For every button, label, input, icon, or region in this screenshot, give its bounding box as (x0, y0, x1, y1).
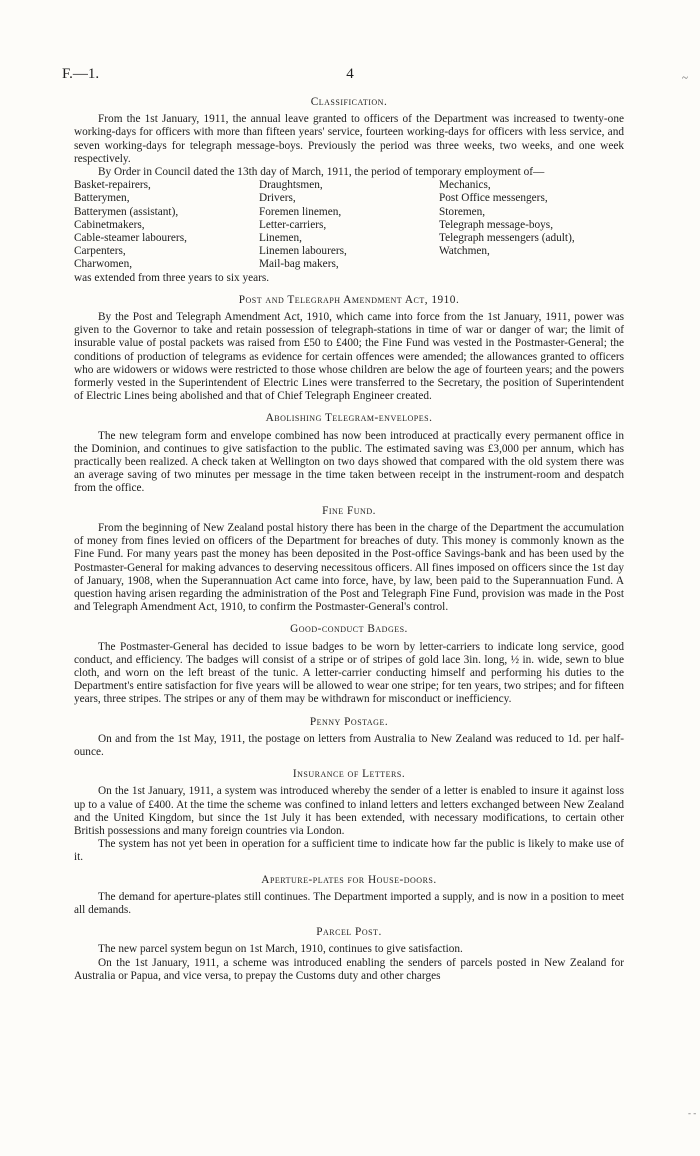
paragraph: The demand for aperture-plates still continues. The Department imported a supply, and is now in a position to meet all demands. (74, 890, 624, 916)
paragraph: The system has not yet been in operation for a sufficient time to indicate how far the public is likely to make use of it. (74, 838, 624, 864)
paragraph: By the Post and Telegraph Amendment Act, 1910, which came into force from the 1st January, 1911, power was given to the Governor to take and retain possession of telegraph-stations in time of war or danger of war; the limit of insurable value of postal packets was raised from £50 to £400; the Fine Fund was vested in the Postmaster-General; the conditions of production of telegrams as evidence for certain offences were amended; the allowances granted to officers who are widowers or widows were restricted to those whose children are below the age of fourteen years; and the powers formerly vested in the Superintendent of Electric Lines were transferred to the Secretary, the position of Superintendent of Electric Lines being abolished and that of Chief Telegraph Engineer created. (74, 311, 624, 403)
document-body (74, 96, 624, 983)
occupation-item: Mail-bag makers, (259, 258, 339, 271)
occupation-item: Carpenters, (74, 245, 126, 258)
section-heading-amendment-act: Post and Telegraph Amendment Act, 1910. (238, 293, 460, 306)
paragraph: On the 1st January, 1911, a system was introduced whereby the sender of a letter is enabled to insure it against loss up to a value of £400. At the time the scheme was confined to inland letters and letters exchanged between New Zealand and the United Kingdom, but since the 1st July it has been extended, with necessary modifications, to certain other British possessions and many foreign countries via London. (74, 785, 624, 837)
section-heading-penny-postage: Penny Postage. (309, 715, 389, 728)
occupation-item: Telegraph messengers (adult), (439, 232, 575, 245)
section-heading-aperture-plates: Aperture-plates for House-doors. (261, 873, 437, 886)
section-heading-insurance-of-letters: Insurance of Letters. (292, 768, 406, 781)
page-number: 4 (346, 66, 354, 82)
occupation-item: Cable-steamer labourers, (74, 232, 187, 245)
occupation-item: Storemen, (439, 205, 486, 218)
occupations-list (74, 179, 624, 271)
occupation-item: Telegraph message-boys, (439, 218, 554, 231)
margin-mark-bottom: - - (688, 1108, 697, 1118)
occupation-item: Draughtsmen, (259, 179, 323, 192)
section-heading-good-conduct-badges: Good-conduct Badges. (290, 623, 408, 636)
paragraph: was extended from three years to six years. (74, 271, 270, 284)
occupation-item: Foremen linemen, (259, 205, 342, 218)
margin-mark-top: ~ (682, 72, 688, 84)
occupation-item: Post Office messengers, (439, 192, 548, 205)
occupation-item: Drivers, (259, 192, 296, 205)
paragraph: From the beginning of New Zealand postal history there has been in the charge of the Department the accumulation of money from fines levied on officers of the Department for breaches of duty. This money is commonly known as the Fine Fund. For many years past the money has been deposited in the Post-office Savings-bank and has been used by the Postmaster-General for making advances to deserving necessitous officers. All fines imposed on officers since the 1st day of January, 1908, when the Superannuation Act came into force, have, by law, been paid to the Superannuation Fund. A question having arisen regarding the administration of the Post and Telegraph Fine Fund, provision was made in the Post and Telegraph Amendment Act, 1910, to confirm the Postmaster-General's control. (74, 521, 624, 614)
occupation-item: Charwomen, (74, 258, 133, 271)
occupation-item: Linemen, (259, 232, 302, 245)
page-header (62, 66, 638, 86)
document-reference: F.—1. (62, 66, 100, 82)
paragraph: On and from the 1st May, 1911, the postage on letters from Australia to New Zealand was reduced to 1d. per half-ounce. (74, 732, 624, 758)
section-heading-telegram-envelopes: Abolishing Telegram-envelopes. (265, 412, 433, 425)
occupation-item: Linemen labourers, (259, 245, 347, 258)
paragraph: On the 1st January, 1911, a scheme was introduced enabling the senders of parcels posted in New Zealand for Australia or Papua, and vice versa, to prepay the Customs duty and other charges (74, 956, 624, 982)
occupation-item: Cabinetmakers, (74, 218, 145, 231)
occupation-item: Letter-carriers, (259, 218, 327, 231)
section-heading-parcel-post: Parcel Post. (316, 926, 382, 939)
occupation-item: Batterymen (assistant), (74, 205, 179, 218)
section-heading-classification: Classification. (310, 96, 388, 108)
occupation-item: Basket-repairers, (74, 179, 151, 192)
paragraph: By Order in Council dated the 13th day of March, 1911, the period of temporary employment of— (98, 166, 545, 179)
paragraph: The Postmaster-General has decided to issue badges to be worn by letter-carriers to indicate long service, good conduct, and efficiency. The badges will consist of a stripe or of stripes of gold lace 3in. long, ½ in. wide, sewn to blue cloth, and worn on the left breast of the tunic. A letter-carrier conducting himself and performing his duties to the Department's entire satisfaction for five years will be allowed to wear one stripe; for ten years, two stripes; and for fifteen years, three stripes. The stripes or any of them may be withdrawn for misconduct or inefficiency. (74, 640, 624, 706)
occupation-item: Batterymen, (74, 192, 130, 205)
occupation-item (439, 258, 624, 271)
paragraph: From the 1st January, 1911, the annual leave granted to officers of the Department was increased to twenty-one working-days for officers with more than fifteen years' service, fourteen working-days for officers with less service, and seven working-days for telegraph message-boys. Previously the period was three weeks, two weeks, and one week respectively. (74, 113, 624, 165)
paragraph: The new parcel system begun on 1st March, 1910, continues to give satisfaction. (98, 943, 463, 956)
occupation-item: Watchmen, (439, 245, 490, 258)
occupation-item: Mechanics, (439, 179, 491, 192)
paragraph: The new telegram form and envelope combined has now been introduced at practically every permanent office in the Dominion, and continues to give satisfaction to the public. The estimated saving was £3,000 per annum, which has practically been realized. A check taken at Wellington on two days showed that compared with the old system there was an average saving of two minutes per message in the time taken between receipt in the instrument-room and despatch from the office. (74, 429, 624, 495)
section-heading-fine-fund: Fine Fund. (322, 504, 376, 517)
